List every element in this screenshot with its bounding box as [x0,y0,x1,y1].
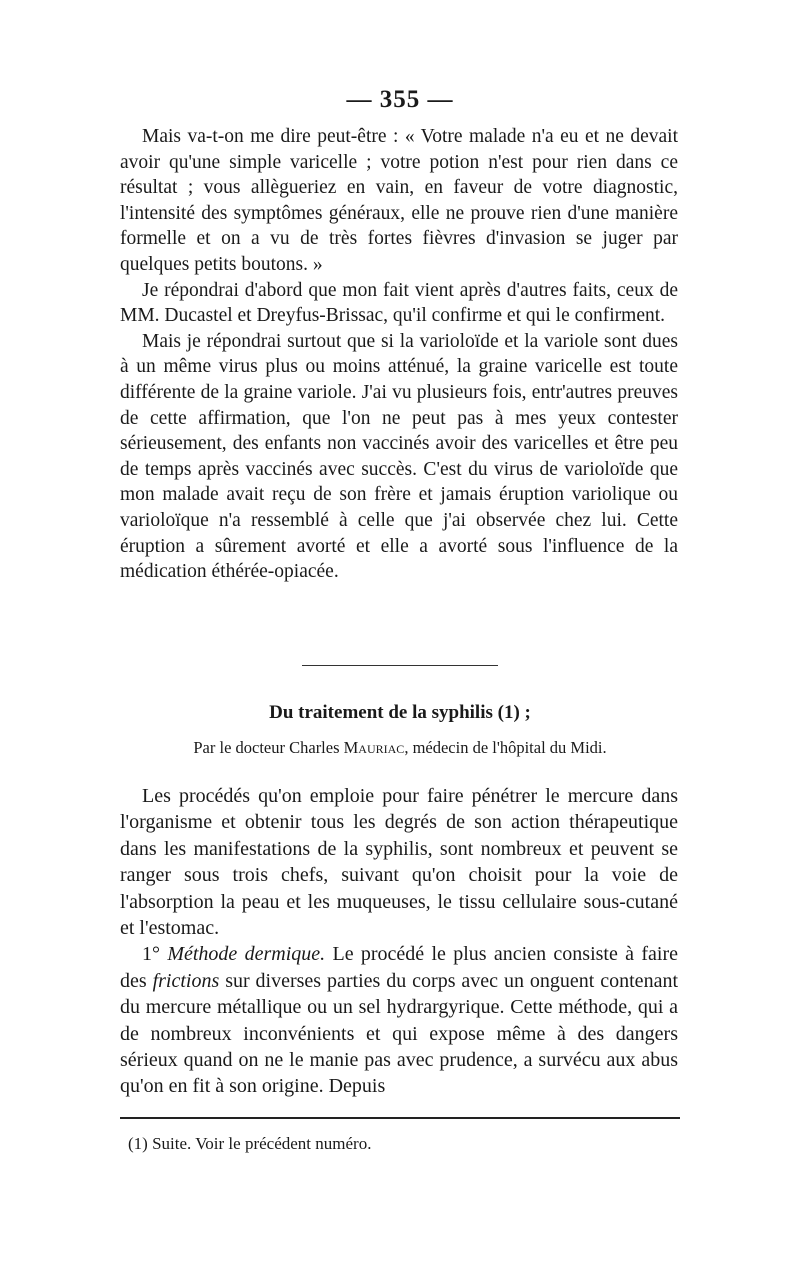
section-heading: Du traitement de la syphilis (1) ; [269,702,531,723]
paragraph-objection: Mais va-t-on me dire peut-être : « Votre malade n'a eu et ne devait avoir qu'une simple varicelle ; votre potion n'est pour rien dans ce résultat ; vous allègueriez en vain, en faveur de votre diagnostic, l'intensité des symptômes généraux, elle ne prouve rien d'une manière formelle et on a vu de très fortes fièvres d'invasion se juger par quelques petits boutons. » [120,126,678,275]
paragraph-reply-main: Mais je répondrai surtout que si la varioloïde et la variole sont dues à un même virus plus ou moins atténué, la graine varicelle est toute différente de la graine variole. J'ai vu plusieurs fois, entr'autres preuves de cette affirmation, que l'on ne peut pas à mes yeux contester sérieusement, des enfants non vaccinés avoir des varicelles et être peu de temps après vaccinés avec succès. C'est du virus de varioloïde que mon malade avait reçu de son frère et jamais éruption variolique ou varioloïque n'a ressemblé à celle que j'ai observée chez lui. Cette éruption a sûrement avorté et elle a avorté sous l'influence de la médication éthérée-opiacée. [120,330,678,583]
section-divider [302,665,498,666]
method-title: Méthode dermique. [167,943,326,966]
top-text-block [120,124,678,585]
method-text-a: Le procédé le plus ancien consiste à faire des [120,943,678,992]
byline-prefix: Par le docteur Charles [193,738,344,757]
footnote: (1) Suite. Voir le précédent numéro. [128,1134,372,1153]
paragraph-method-dermique [120,941,678,1099]
paragraph-procedures: Les procédés qu'on emploie pour faire pénétrer le mercure dans l'organisme et obtenir tous les degrés de son action thérapeutique dans les manifestations de la syphilis, sont nombreux et peuvent se ranger sous trois chefs, suivant qu'on choisit pour la voie de l'absorption la peau et les muqueuses, le tissu cellulaire sous-cutané et l'estomac. [120,785,678,940]
section-byline [0,738,800,758]
page-number: — 355 — [346,86,454,113]
paragraph-reply-first: Je répondrai d'abord que mon fait vient après d'autres faits, ceux de MM. Ducastel et Dreyfus-Brissac, qu'il confirme et qui le confirment. [120,279,678,327]
method-frictions: frictions [152,969,220,992]
method-number: 1° [142,943,160,966]
byline-suffix: , médecin de l'hôpital du Midi. [404,738,607,757]
section-text-block [120,783,678,1100]
method-text-b: sur diverses parties du corps avec un onguent contenant du mercure métallique ou un sel hydrargyrique. Cette méthode, qui a de nombreux inconvénients et qui expose même à des dangers sérieux quand on ne le manie pas avec prudence, a survécu aux abus qu'on en fit à son origine. Depuis [120,969,678,1098]
byline-author-name: Mauriac [343,738,405,757]
footnote-rule [120,1117,680,1119]
